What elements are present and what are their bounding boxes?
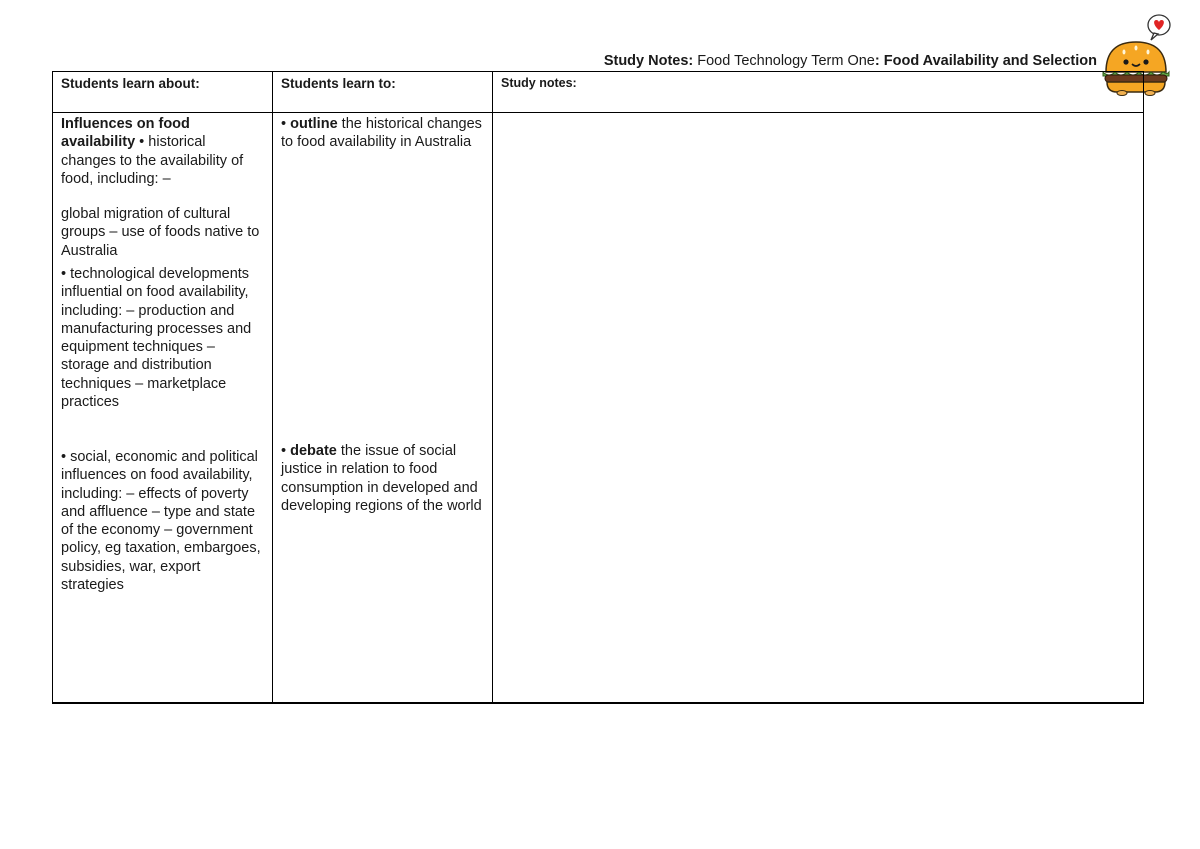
header-topic: Food Availability and Selection <box>879 53 1097 69</box>
learn-to-cell <box>273 113 493 704</box>
bullet: • <box>281 116 291 132</box>
column-header-learn-about: Students learn about: <box>53 72 273 113</box>
learn-about-paragraph: • technological developments influential on food availability, including: – production and manufacturing processes and equipment techniques – storage and distribution techniques – marketplace practices <box>61 266 252 411</box>
outline-text: the historical changes to food availability in Australia <box>281 116 482 151</box>
learn-about-paragraph: • social, economic and political influences on food availability, including: – effects of poverty and affluence – type and state of the economy – government policy, eg taxation, embargoes, subsidies, war, export strategies <box>61 449 261 594</box>
bullet: • <box>281 443 291 459</box>
table-row <box>53 113 1144 704</box>
learn-about-paragraph: global migration of cultural groups – use of foods native to Australia <box>61 206 260 259</box>
study-notes-cell[interactable] <box>493 113 1144 704</box>
header-colon: : <box>874 53 880 69</box>
page-header <box>400 51 1097 71</box>
historical-changes-text: • historical changes to the availability of food, including: – <box>61 134 244 187</box>
learn-to-paragraph <box>281 442 484 515</box>
debate-text: the issue of social justice in relation to food consumption in developed and developing regions of the world <box>281 443 482 514</box>
learn-about-cell <box>53 113 273 704</box>
table-header-row <box>53 72 1144 113</box>
learn-to-paragraph <box>281 115 484 152</box>
column-header-learn-to: Students learn to: <box>273 72 493 113</box>
column-header-study-notes: Study notes: <box>493 72 1144 113</box>
influences-heading: Influences on food availability <box>61 116 190 151</box>
header-prefix: Study Notes: <box>603 53 694 69</box>
debate-keyword: debate <box>290 443 337 459</box>
learn-about-paragraph <box>61 115 264 188</box>
outline-keyword: outline <box>290 116 338 132</box>
study-notes-table <box>52 71 1144 704</box>
header-subject: Food Technology Term One <box>693 53 875 69</box>
